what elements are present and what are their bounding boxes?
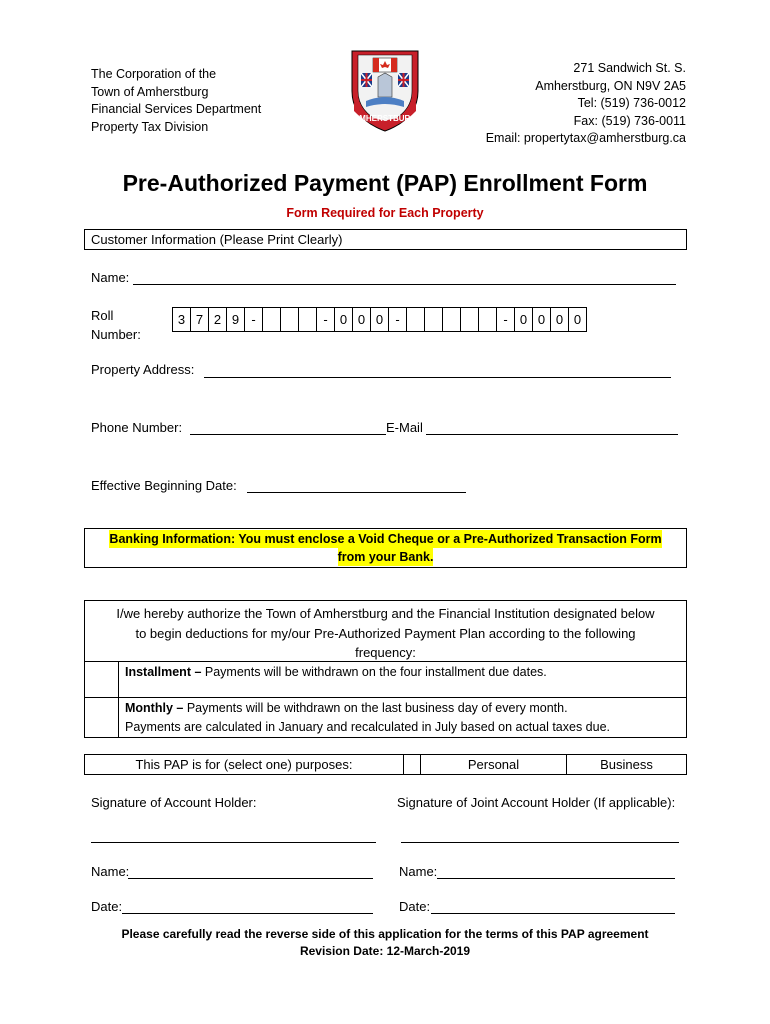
banking-line-1: Banking Information: You must enclose a Void Cheque or a Pre-Authorized Transaction Form	[109, 532, 662, 546]
banking-information-notice	[84, 528, 687, 568]
joint-date-label: Date:	[399, 899, 431, 914]
banking-line-2: from your Bank.	[337, 550, 434, 564]
holder-name-label: Name:	[91, 864, 130, 879]
crest-text: AMHERSTBURG	[353, 114, 417, 123]
town-crest-logo	[340, 45, 430, 135]
property-address-label: Property Address:	[91, 362, 195, 377]
monthly-checkbox[interactable]	[85, 697, 119, 737]
roll-cell[interactable]: 0	[335, 308, 353, 332]
roll-number-grid	[172, 307, 587, 332]
account-holder-signature-field[interactable]	[91, 841, 376, 843]
effective-date-field[interactable]	[247, 491, 466, 493]
effective-date-label: Effective Beginning Date:	[91, 478, 237, 493]
roll-cell[interactable]: 0	[533, 308, 551, 332]
joint-name-field[interactable]	[437, 877, 675, 879]
installment-checkbox[interactable]	[85, 661, 119, 697]
header-left-line: Property Tax Division	[91, 119, 209, 134]
roll-cell[interactable]: 9	[227, 308, 245, 332]
monthly-option: Monthly – Payments will be withdrawn on the last business day of every month. Payments are calculated in January and recalculated in July based on actual taxes due.	[125, 701, 611, 734]
city-postal: Amherstburg, ON N9V 2A5	[535, 78, 686, 93]
roll-cell[interactable]: -	[317, 308, 335, 332]
holder-date-label: Date:	[91, 899, 123, 914]
divider	[85, 661, 686, 662]
roll-cell[interactable]	[263, 308, 281, 332]
roll-cell[interactable]	[407, 308, 425, 332]
holder-name-field[interactable]	[128, 877, 373, 879]
roll-cell[interactable]: 0	[551, 308, 569, 332]
purpose-selection-row	[84, 754, 687, 775]
roll-cell[interactable]: -	[497, 308, 515, 332]
header-left-line: The Corporation of the	[91, 67, 217, 81]
phone-number-field[interactable]	[190, 433, 386, 435]
terms-notice: Please carefully read the reverse side of this application for the terms of this PAP agreement	[121, 927, 649, 941]
revision-date: Revision Date: 12-March-2019	[299, 944, 471, 958]
property-address-field[interactable]	[204, 376, 671, 378]
email-label: E-Mail	[386, 420, 423, 435]
installment-option: Installment – Payments will be withdrawn on the four installment due dates.	[125, 665, 547, 679]
roll-cell[interactable]	[281, 308, 299, 332]
joint-holder-signature-label: Signature of Joint Account Holder (If applicable):	[397, 795, 676, 810]
joint-date-field[interactable]	[431, 912, 675, 914]
email-contact[interactable]: Email: propertytax@amherstburg.ca	[485, 131, 686, 145]
name-label: Name:	[91, 270, 130, 285]
phone-number-label: Phone Number:	[91, 420, 183, 435]
roll-cell[interactable]	[425, 308, 443, 332]
contact-block	[486, 60, 686, 148]
roll-cell[interactable]: -	[389, 308, 407, 332]
roll-cell[interactable]: 0	[371, 308, 389, 332]
roll-cell[interactable]: 0	[353, 308, 371, 332]
form-subtitle: Form Required for Each Property	[286, 206, 484, 220]
roll-cell[interactable]: 2	[209, 308, 227, 332]
fax: Fax: (519) 736-0011	[573, 113, 686, 128]
telephone: Tel: (519) 736-0012	[577, 96, 686, 110]
personal-checkbox[interactable]	[404, 755, 420, 774]
roll-cell[interactable]: -	[245, 308, 263, 332]
account-holder-signature-label: Signature of Account Holder:	[91, 795, 257, 810]
joint-name-label: Name:	[399, 864, 438, 879]
business-option-label: Business	[600, 757, 653, 772]
roll-cell[interactable]	[461, 308, 479, 332]
authorization-statement: I/we hereby authorize the Town of Amherstburg and the Financial Institution designated below to begin deductions for my/our Pre-Authorized Payment Plan according to the following frequency:	[116, 606, 655, 660]
header-left-line: Financial Services Department	[91, 102, 262, 116]
roll-cell[interactable]	[443, 308, 461, 332]
roll-cell[interactable]: 0	[569, 308, 587, 332]
purpose-label: This PAP is for (select one) purposes:	[135, 757, 353, 772]
name-field[interactable]	[133, 283, 676, 285]
form-title: Pre-Authorized Payment (PAP) Enrollment Form	[122, 170, 648, 196]
personal-option-label: Personal	[467, 757, 520, 772]
header-left-line: Town of Amherstburg	[91, 84, 209, 99]
email-field[interactable]	[426, 433, 678, 435]
roll-cell[interactable]: 3	[173, 308, 191, 332]
holder-date-field[interactable]	[122, 912, 373, 914]
roll-number-label: Roll Number:	[91, 308, 141, 342]
department-address-block	[91, 66, 261, 136]
joint-holder-signature-field[interactable]	[401, 841, 679, 843]
customer-info-header: Customer Information (Please Print Clearly)	[84, 229, 687, 250]
roll-cell[interactable]: 7	[191, 308, 209, 332]
authorization-box	[84, 600, 687, 738]
roll-cell[interactable]	[479, 308, 497, 332]
roll-cell[interactable]	[299, 308, 317, 332]
roll-cell[interactable]: 0	[515, 308, 533, 332]
divider	[85, 697, 686, 698]
street-address: 271 Sandwich St. S.	[573, 61, 686, 75]
